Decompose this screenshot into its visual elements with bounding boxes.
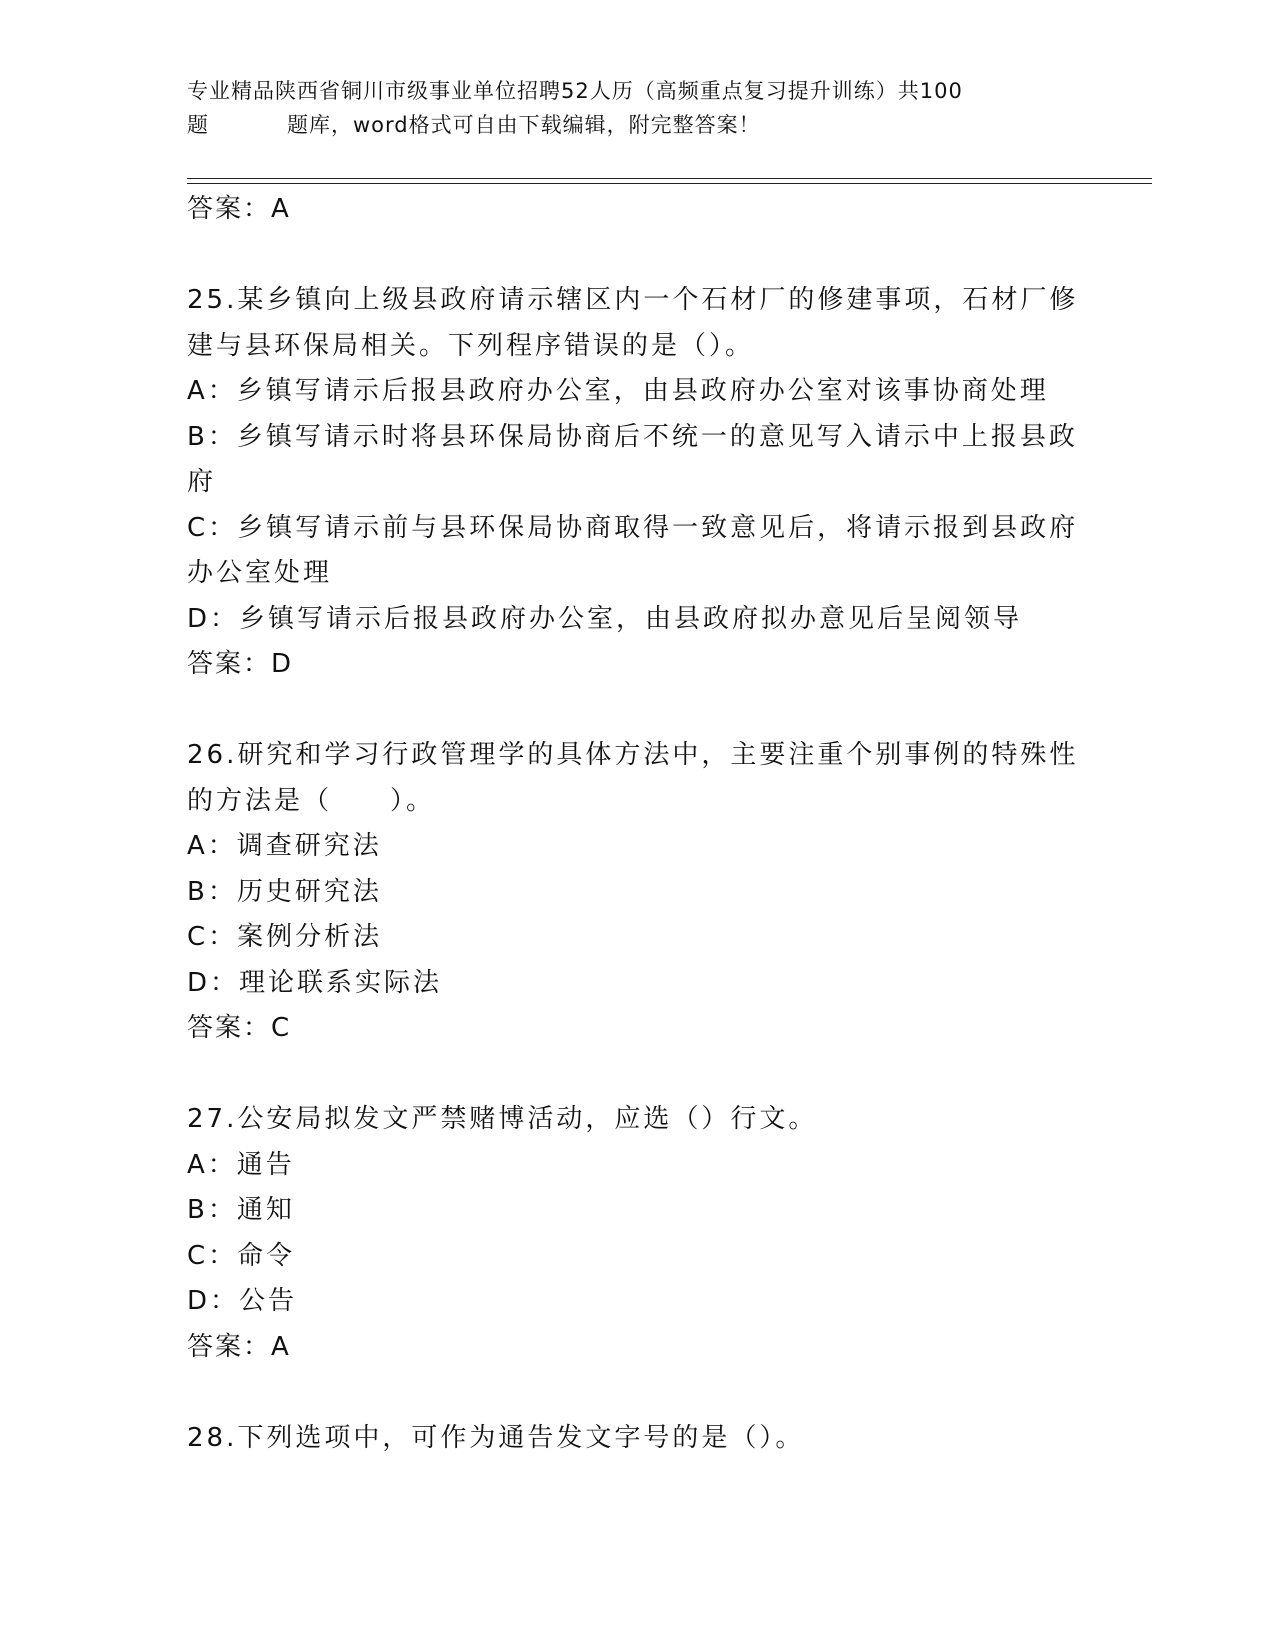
option-line: 办公室处理	[187, 558, 333, 588]
question-stem-line: 的方法是（ ）。	[187, 785, 436, 816]
question-stem-line: 26.研究和学习行政管理学的具体方法中，主要注重个别事例的特殊性	[187, 740, 1079, 770]
option-line: D：乡镇写请示后报县政府办公室，由县政府拟办意见后呈阅领导	[187, 603, 1023, 634]
option-line: A：通告	[187, 1149, 295, 1180]
spacer	[187, 1370, 1087, 1416]
option-line: C：案例分析法	[187, 922, 383, 952]
option-line: 府	[187, 467, 217, 497]
header-line-2	[187, 108, 1067, 142]
answer-line	[187, 187, 1087, 233]
option-line: B：通知	[187, 1195, 295, 1225]
answer-value: A	[271, 1331, 291, 1362]
option-line: D：公告	[187, 1286, 298, 1316]
header-line-2-left: 题	[187, 113, 209, 137]
spacer	[187, 1052, 1087, 1098]
answer-label: 答案：	[187, 649, 272, 679]
option-line: C：命令	[187, 1240, 296, 1271]
spacer	[187, 233, 1087, 279]
page-header	[187, 74, 1067, 142]
question-block	[187, 1416, 1087, 1462]
header-line-2-right: 题库，word格式可自由下载编辑，附完整答案！	[287, 113, 761, 137]
option-line: A：调查研究法	[187, 831, 382, 861]
question-block	[187, 1097, 1087, 1370]
option-line: C：乡镇写请示前与县环保局协商取得一致意见后，将请示报到县政府	[187, 512, 1079, 543]
question-block	[187, 278, 1087, 688]
answer-line	[187, 1006, 1087, 1052]
header-line-1: 专业精品陕西省铜川市级事业单位招聘52人历（高频重点复习提升训练）共100	[187, 79, 963, 103]
option-line: A：乡镇写请示后报县政府办公室，由县政府办公室对该事协商处理	[187, 376, 1049, 406]
answer-value: C	[271, 1013, 292, 1043]
option-line: B：乡镇写请示时将县环保局协商后不统一的意见写入请示中上报县政	[187, 421, 1078, 452]
header-divider-top	[187, 178, 1152, 179]
answer-value: D	[271, 649, 294, 679]
question-stem-line: 建与县环保局相关。下列程序错误的是（）。	[187, 330, 755, 361]
answer-label: 答案：	[187, 1331, 272, 1362]
question-stem-line: 27.公安局拟发文严禁赌博活动，应选（）行文。	[187, 1104, 818, 1134]
header-divider-bottom	[187, 183, 1152, 184]
answer-label: 答案：	[187, 194, 272, 224]
answer-value: A	[271, 194, 291, 224]
question-content	[187, 187, 1087, 1461]
answer-label: 答案：	[187, 1013, 272, 1043]
question-block	[187, 733, 1087, 1052]
spacer	[187, 688, 1087, 734]
question-stem-line: 25.某乡镇向上级县政府请示辖区内一个石材厂的修建事项，石材厂修	[187, 285, 1079, 315]
answer-line	[187, 642, 1087, 688]
option-line: B：历史研究法	[187, 876, 382, 907]
option-line: D：理论联系实际法	[187, 967, 443, 998]
answer-line	[187, 1325, 1087, 1371]
question-stem-line: 28.下列选项中，可作为通告发文字号的是（）。	[187, 1422, 805, 1453]
